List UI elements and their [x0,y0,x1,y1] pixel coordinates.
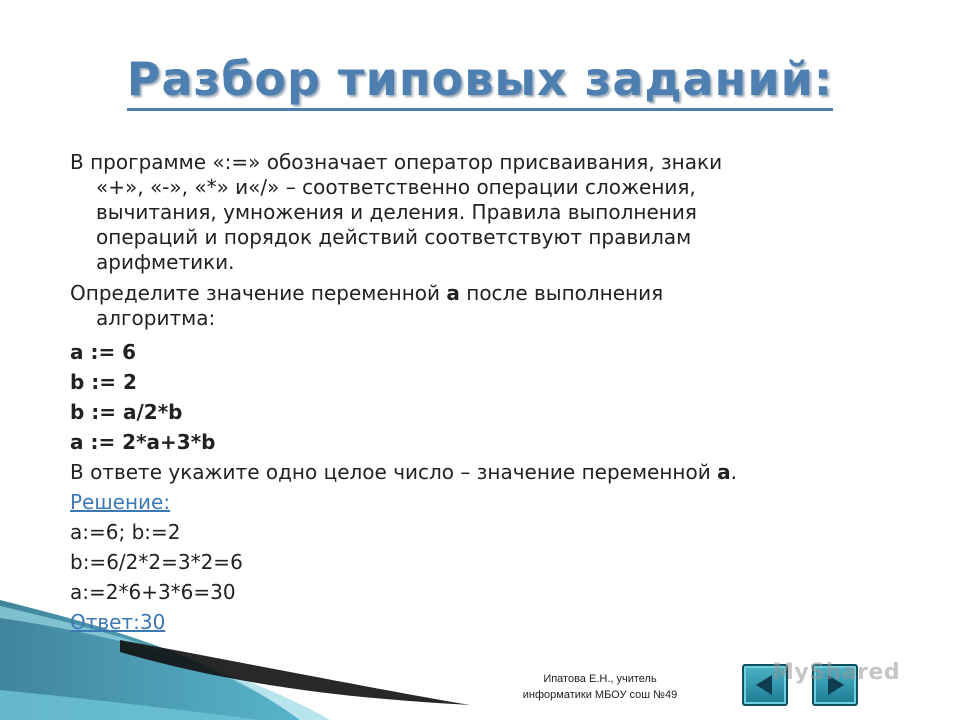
algorithm-line: а := 6 [70,340,137,364]
text-line: алгоритма: [96,306,216,330]
text-line: вычитания, умножения и деления. Правила выполнения [96,200,697,224]
solution-link[interactable]: Решение: [70,490,171,514]
text-line: арифметики. [96,250,235,274]
watermark-logo: MyShared [772,660,901,685]
footer-line: Ипатова Е.Н., учитель [543,673,657,685]
slide-title: Разбор типовых заданий: [0,52,960,106]
answer-link[interactable]: Ответ:30 [70,610,166,634]
solution-step: a:=6; b:=2 [70,520,181,544]
algorithm-line: b := 2 [70,370,137,394]
algorithm-line: b := a/2*b [70,400,183,424]
answer-prompt: В ответе укажите одно целое число – значение переменной а. [70,460,737,484]
text-line: операций и порядок действий соответствуют правилам [96,225,692,249]
text-line: «+», «-», «*» и«/» – соответственно операции сложения, [96,175,696,199]
footer-line: информатики МБОУ сош №49 [522,689,678,701]
slide-content [70,150,890,637]
author-footer [490,671,710,703]
task-description [70,150,890,275]
algorithm-line: a := 2*a+3*b [70,430,216,454]
solution-step: a:=2*6+3*6=30 [70,580,236,604]
text-line: Определите значение переменной а после выполнения [70,281,664,305]
text-line: В программе «:=» обозначает оператор присваивания, знаки [70,150,723,174]
task-question [70,281,890,331]
solution-step: b:=6/2*2=3*2=6 [70,550,243,574]
